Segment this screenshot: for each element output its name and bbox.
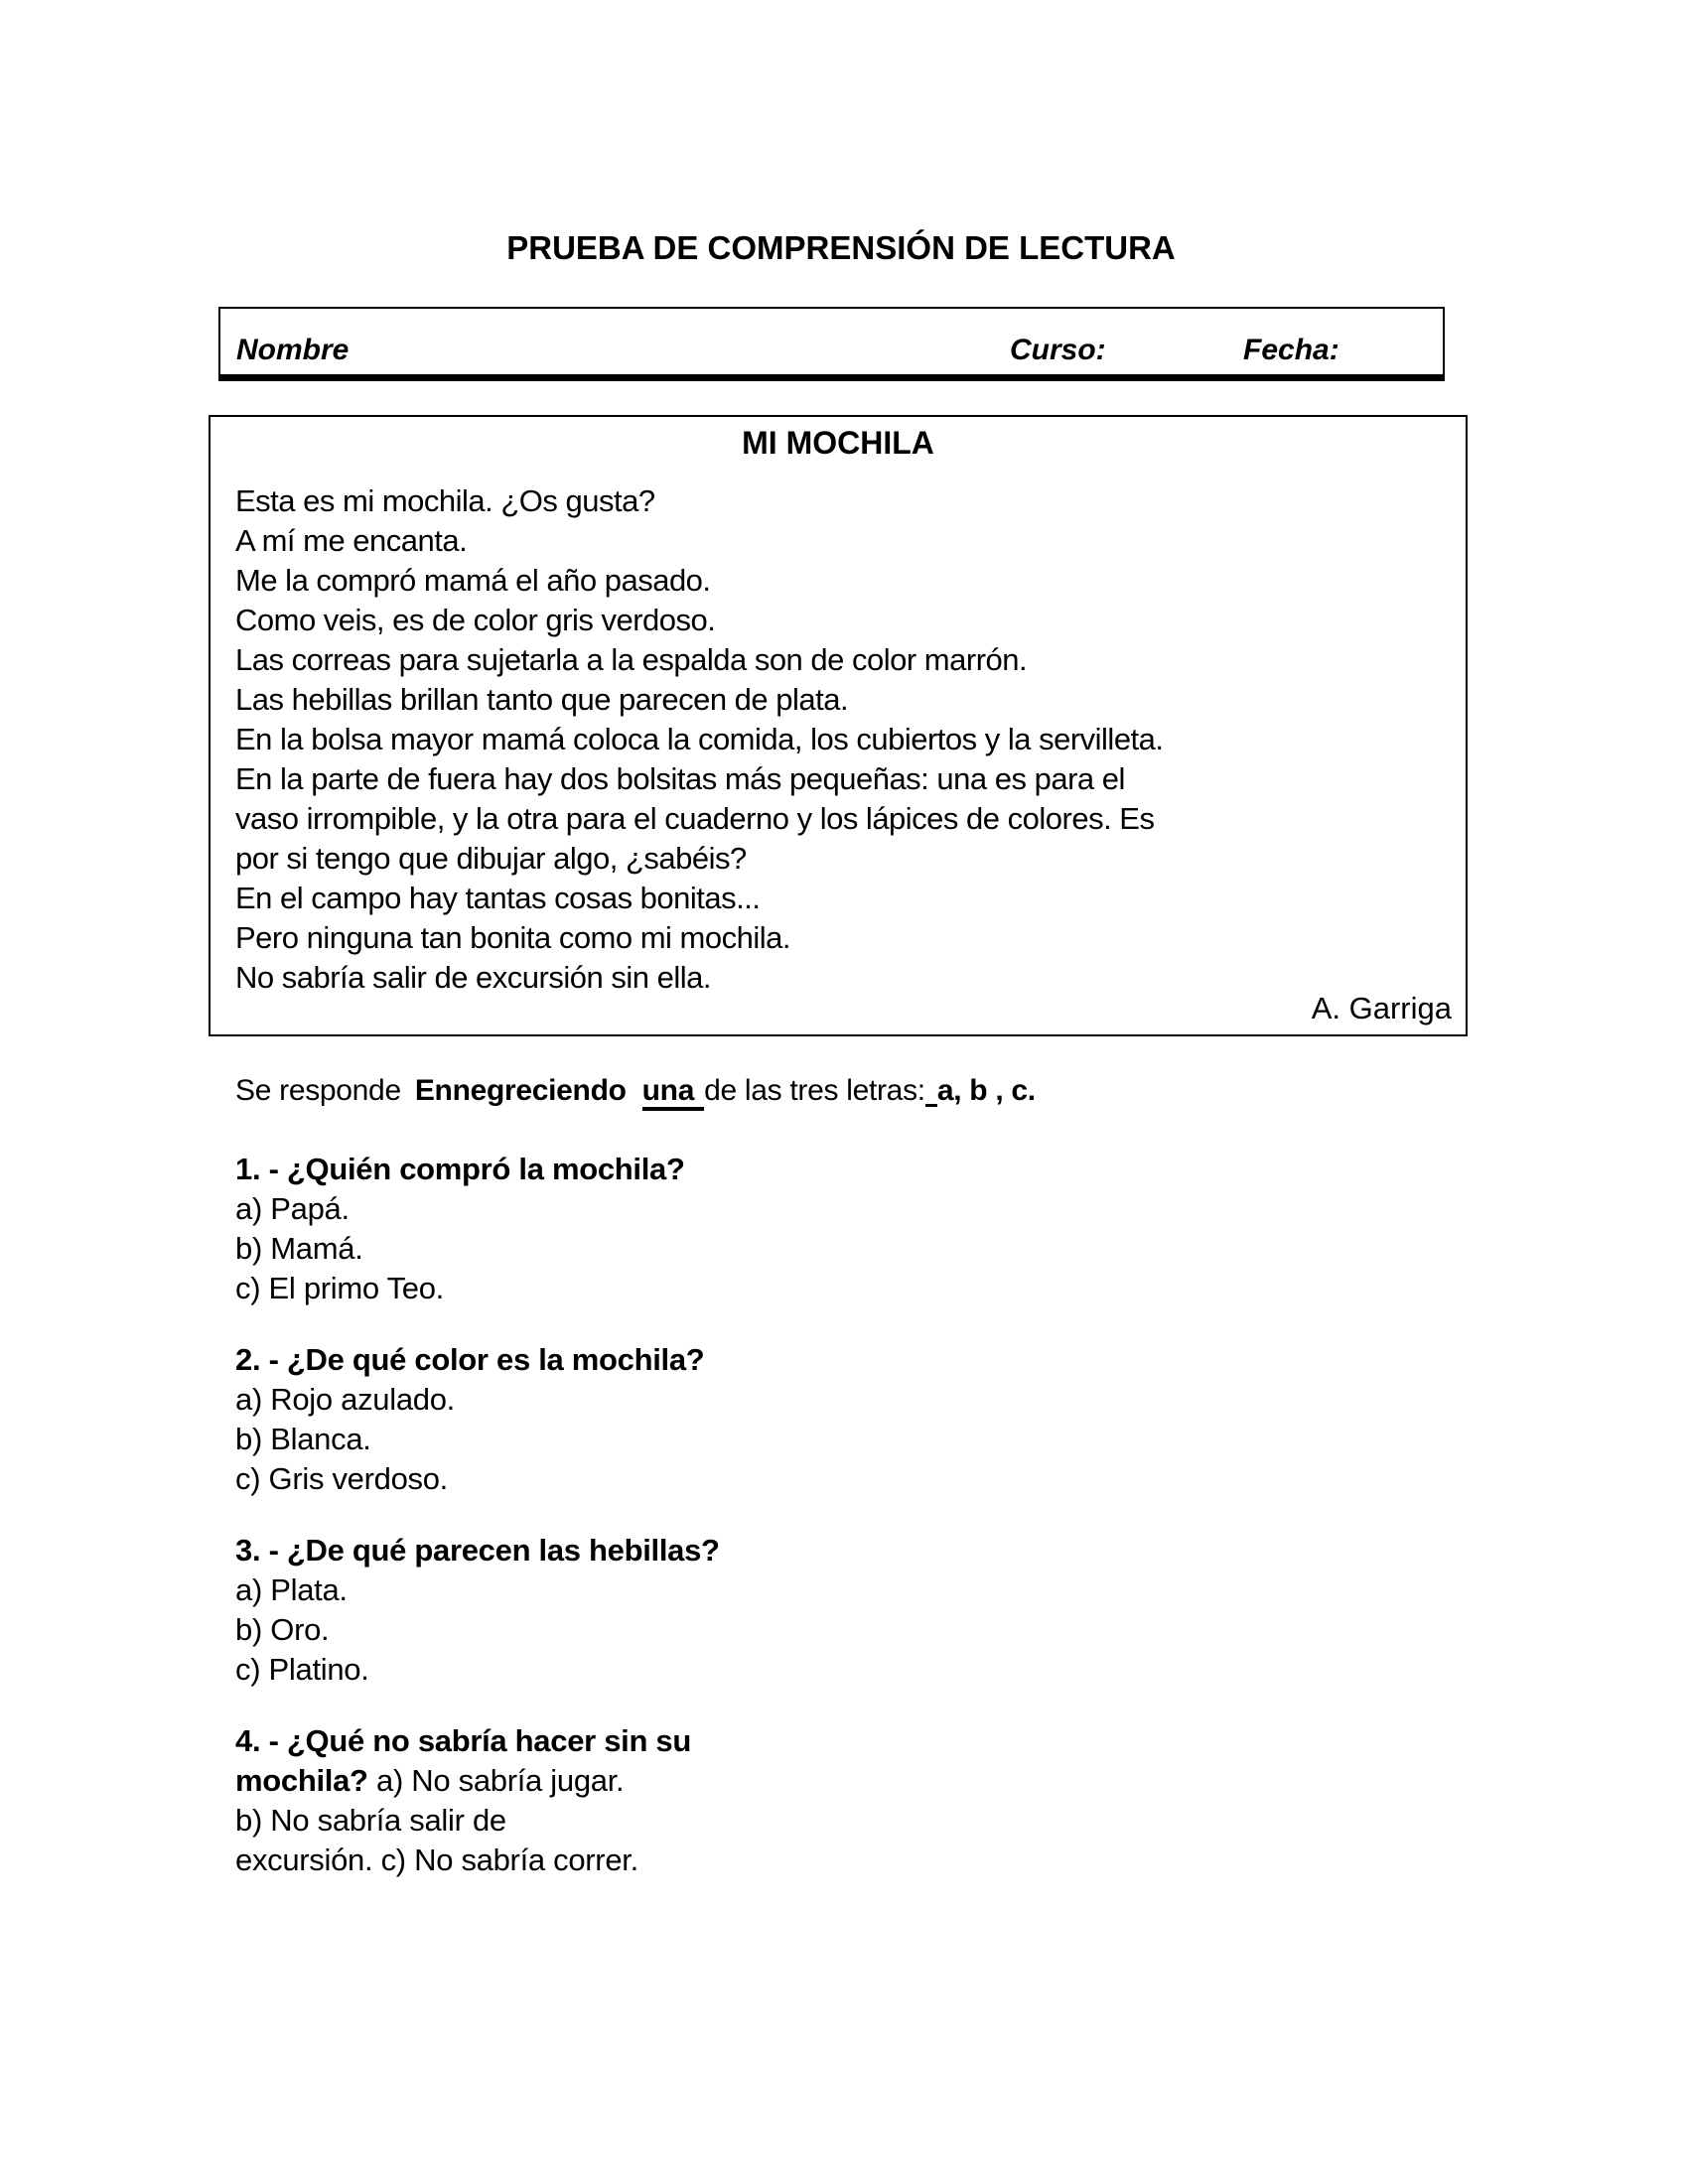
- question-option-a: a) Rojo azulado.: [235, 1382, 455, 1417]
- question-option-a: a) Plata.: [235, 1572, 348, 1607]
- reading-line: Pero ninguna tan bonita como mi mochila.: [235, 920, 790, 955]
- question-option-c: c) El primo Teo.: [235, 1271, 444, 1305]
- course-label: Curso:: [1010, 334, 1106, 366]
- instructions-prefix: Se responde: [235, 1074, 401, 1107]
- question-option-b: b) Mamá.: [235, 1231, 363, 1266]
- question-line2: [235, 1761, 691, 1801]
- reading-line: En el campo hay tantas cosas bonitas...: [235, 881, 761, 915]
- reading-line: Como veis, es de color gris verdoso.: [235, 603, 716, 637]
- instructions-underlined-word: una: [642, 1074, 704, 1111]
- question-heading: 1. - ¿Quién compró la mochila?: [235, 1152, 685, 1186]
- question-block-4: [235, 1721, 691, 1880]
- question-block-2: [235, 1340, 704, 1499]
- question-heading: 3. - ¿De qué parecen las hebillas?: [235, 1533, 720, 1568]
- reading-line: vaso irrompible, y la otra para el cuaderno y los lápices de colores. Es: [235, 801, 1155, 836]
- student-info-box: [218, 307, 1445, 381]
- date-label: Fecha:: [1243, 334, 1339, 366]
- question-block-1: [235, 1150, 685, 1308]
- reading-line: Esta es mi mochila. ¿Os gusta?: [235, 483, 655, 518]
- question-option-a: a) No sabría jugar.: [367, 1763, 625, 1798]
- question-option-b: b) Blanca.: [235, 1422, 371, 1456]
- question-option-c: c) Gris verdoso.: [235, 1461, 448, 1496]
- reading-passage: [235, 481, 1466, 998]
- question-option-c: c) Platino.: [235, 1652, 369, 1687]
- question-option-a: a) Papá.: [235, 1191, 350, 1226]
- reading-line: Me la compró mamá el año pasado.: [235, 563, 711, 598]
- instructions-bold-word: Ennegreciendo: [414, 1074, 627, 1107]
- question-option-b: b) No sabría salir de: [235, 1803, 506, 1838]
- question-heading: 2. - ¿De qué color es la mochila?: [235, 1342, 705, 1377]
- reading-line: No sabría salir de excursión sin ella.: [235, 960, 711, 995]
- instructions-middle: de las tres letras:: [704, 1074, 925, 1107]
- name-label: Nombre: [236, 334, 350, 366]
- question-heading-line2: mochila?: [235, 1763, 368, 1798]
- reading-line: En la parte de fuera hay dos bolsitas más pequeñas: una es para el: [235, 761, 1125, 796]
- question-option-b: b) Oro.: [235, 1612, 330, 1647]
- reading-line: Las hebillas brillan tanto que parecen de plata.: [235, 682, 849, 717]
- reading-line: Las correas para sujetarla a la espalda son de color marrón.: [235, 642, 1028, 677]
- reading-line: A mí me encanta.: [235, 523, 468, 558]
- reading-line: por si tengo que dibujar algo, ¿sabéis?: [235, 841, 747, 876]
- reading-title: MI MOCHILA: [742, 425, 934, 461]
- author-credit: A. Garriga: [1311, 991, 1452, 1025]
- reading-passage-box: [209, 415, 1468, 1036]
- page-title: PRUEBA DE COMPRENSIÓN DE LECTURA: [506, 229, 1176, 266]
- reading-line: En la bolsa mayor mamá coloca la comida, los cubiertos y la servilleta.: [235, 722, 1164, 756]
- question-option-c: excursión. c) No sabría correr.: [235, 1843, 638, 1877]
- underline-mark: [925, 1074, 937, 1107]
- question-block-3: [235, 1531, 720, 1690]
- answer-instructions: [235, 1074, 1036, 1108]
- question-heading-line1: 4. - ¿Qué no sabría hacer sin su: [235, 1723, 691, 1758]
- instructions-letters: a, b , c.: [936, 1074, 1036, 1107]
